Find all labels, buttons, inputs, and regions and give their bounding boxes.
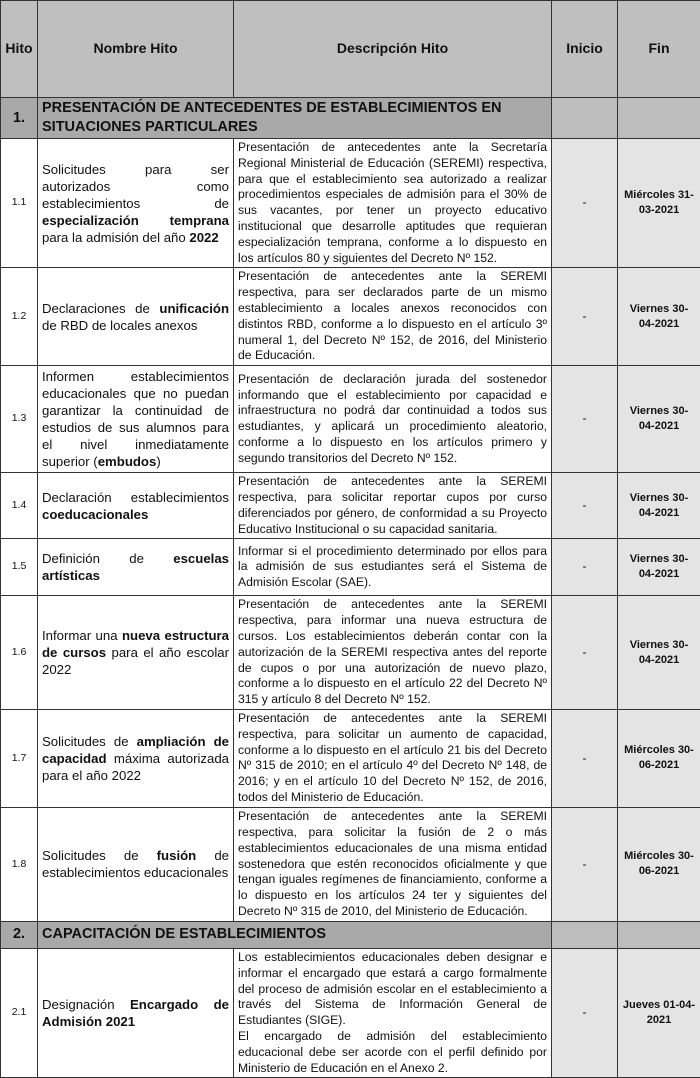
hito-inicio: - <box>552 473 618 539</box>
hito-fin: Viernes 30-04-2021 <box>618 268 700 366</box>
hito-name <box>38 366 234 473</box>
hito-name <box>38 473 234 539</box>
table-row <box>1 709 700 807</box>
hito-name-part: especialización temprana <box>42 213 229 228</box>
hito-description: Presentación de antecedentes ante la SEREMI respectiva, para informar una nueva estructura de cursos. Los establecimientos deberán contar con la autorización de la SEREMI respectiva antes del reporte de cupos o por una autorización de nuevo plazo, conforme a lo dispuesto en el artículo 22 del Decreto Nº 315 y artículo 8 del Decreto Nº 152. <box>234 596 552 710</box>
hito-name-part: Informar una <box>42 628 122 643</box>
section-inicio <box>552 921 618 948</box>
hito-number: 1.3 <box>1 366 38 473</box>
hito-name-part: ) <box>156 454 160 469</box>
hito-inicio: - <box>552 596 618 710</box>
hito-fin: Viernes 30-04-2021 <box>618 473 700 539</box>
table-row <box>1 539 700 596</box>
table-row <box>1 596 700 710</box>
header-row <box>1 1 700 98</box>
hito-name-part: Declaraciones de <box>42 301 159 316</box>
section-number: 1. <box>1 98 38 139</box>
hito-description: Presentación de antecedentes ante la SEREMI respectiva, para solicitar un aumento de capacidad, conforme a lo dispuesto en el artículo 21 bis del Decreto Nº 315 de 2010; en el artículo 4º del Decreto Nº 148, de 2016; y en el artículo 10 del Decreto Nº 152, de 2016, todos del Ministerio de Educación. <box>234 709 552 807</box>
hito-name <box>38 596 234 710</box>
hito-description: Los establecimientos educacionales deben designar e informar el encargado que estará a cargo formalmente del proceso de admisión escolar en el establecimiento a través del Sistema de Información General de Estudiantes (SIGE). El encargado de admisión del establecimiento educacional debe ser acorde con el perfil definido por Ministerio de Educación en el Anexo 2. <box>234 948 552 1077</box>
hito-inicio: - <box>552 139 618 268</box>
hito-name-part: 2022 <box>189 230 218 245</box>
header-nombre: Nombre Hito <box>38 1 234 98</box>
hito-name-part: Solicitudes de <box>42 848 157 863</box>
hito-description: Informar si el procedimiento determinado por ellos para la admisión de sus estudiantes será el Sistema de Admisión Escolar (SAE). <box>234 539 552 596</box>
table-row <box>1 473 700 539</box>
hito-name-part: de RBD de locales anexos <box>42 318 197 333</box>
hito-fin: Jueves 01-04-2021 <box>618 948 700 1077</box>
section-inicio <box>552 98 618 139</box>
hito-name-part: Designación <box>42 997 130 1012</box>
hito-name-part: escuelas artísticas <box>42 551 229 583</box>
hito-name-part: para la admisión del año <box>42 230 189 245</box>
hito-inicio: - <box>552 709 618 807</box>
hito-name-part: fusión <box>157 848 197 863</box>
hito-description: Presentación de declaración jurada del sostenedor informando que el establecimiento por capacidad e infraestructura no podrá dar continuidad a todos sus estudiantes, y aplicará un procedimiento aleatorio, conforme a lo dispuesto en los artículos primero y segundo transitorios del Decreto Nº 152. <box>234 366 552 473</box>
hito-description: Presentación de antecedentes ante la SEREMI respectiva, para solicitar reportar cupos por curso diferenciados por género, de conformidad a su Proyecto Educativo Institucional o su capacidad sanitaria. <box>234 473 552 539</box>
hito-number: 1.2 <box>1 268 38 366</box>
hito-name-part: unificación <box>159 301 229 316</box>
table-row <box>1 948 700 1077</box>
hito-name-part: Encargado de Admisión 2021 <box>42 997 229 1029</box>
table-row <box>1 268 700 366</box>
section-title: CAPACITACIÓN DE ESTABLECIMIENTOS <box>38 921 552 948</box>
hito-name-part: para el año escolar 2022 <box>42 645 229 677</box>
table-row <box>1 366 700 473</box>
hito-name-part: Solicitudes para ser autorizados como establecimientos de <box>42 162 229 211</box>
hito-name <box>38 948 234 1077</box>
hito-name-part: de establecimientos educacionales <box>42 848 229 880</box>
hito-number: 1.1 <box>1 139 38 268</box>
table-row <box>1 807 700 921</box>
table-row <box>1 139 700 268</box>
hito-name <box>38 807 234 921</box>
section-title: PRESENTACIÓN DE ANTECEDENTES DE ESTABLECIMIENTOS EN SITUACIONES PARTICULARES <box>38 98 552 139</box>
hito-name-part: máxima autorizada para el año 2022 <box>42 751 229 783</box>
hito-name <box>38 709 234 807</box>
hito-fin: Viernes 30-04-2021 <box>618 366 700 473</box>
hito-description: Presentación de antecedentes ante la SEREMI respectiva, para ser declarados parte de un mismo establecimiento a locales anexos reconocidos con distintos RBD, conforme a lo dispuesto en el artículo 3º numeral 1, del Decreto Nº 152, de 2016, del Ministerio de Educación. <box>234 268 552 366</box>
section-fin <box>618 98 700 139</box>
hito-name-part: coeducacionales <box>42 507 148 522</box>
hito-inicio: - <box>552 807 618 921</box>
header-fin: Fin <box>618 1 700 98</box>
hito-number: 1.6 <box>1 596 38 710</box>
hito-name-part: Solicitudes de <box>42 734 137 749</box>
hito-fin: Viernes 30-04-2021 <box>618 596 700 710</box>
hito-name-part: nueva estructura de cursos <box>42 628 229 660</box>
section-fin <box>618 921 700 948</box>
section-row <box>1 921 700 948</box>
section-number: 2. <box>1 921 38 948</box>
header-hito: Hito <box>1 1 38 98</box>
hito-name-part: ampliación de capacidad <box>42 734 229 766</box>
hito-name-part: Declaración establecimientos <box>42 490 229 505</box>
hito-number: 1.7 <box>1 709 38 807</box>
hito-number: 1.5 <box>1 539 38 596</box>
section-row <box>1 98 700 139</box>
hito-description: Presentación de antecedentes ante la SEREMI respectiva, para solicitar la fusión de 2 o más establecimientos educacionales de una misma entidad sostenedora que estén reconocidos oficialmente y que tengan iguales regímenes de financiamiento, conforme a lo dispuesto en los artículos 24 ter y siguientes del Decreto Nº 315 de 2010, del Ministerio de Educación. <box>234 807 552 921</box>
hito-fin: Miércoles 31-03-2021 <box>618 139 700 268</box>
hito-inicio: - <box>552 268 618 366</box>
hito-name <box>38 539 234 596</box>
hito-description: Presentación de antecedentes ante la Secretaría Regional Ministerial de Educación (SEREMI) respectiva, para que el establecimiento sea autorizado a realizar procedimientos especiales de admisión para el 30% de sus vacantes, por tener un proyecto educativo institucional que desarrolle aptitudes que requieran especialización temprana, conforme a lo dispuesto en los artículos 80 y siguientes del Decreto Nº 152. <box>234 139 552 268</box>
hito-name <box>38 268 234 366</box>
hito-number: 1.8 <box>1 807 38 921</box>
hito-fin: Miércoles 30-06-2021 <box>618 807 700 921</box>
hito-inicio: - <box>552 366 618 473</box>
hito-name <box>38 139 234 268</box>
header-inicio: Inicio <box>552 1 618 98</box>
hito-name-part: Definición de <box>42 551 173 566</box>
hito-inicio: - <box>552 948 618 1077</box>
hito-name-part: Informen establecimientos educacionales que no puedan garantizar la continuidad de estudios de sus alumnos para el nivel inmediatamente superior ( <box>42 369 229 469</box>
header-descripcion: Descripción Hito <box>234 1 552 98</box>
hito-number: 2.1 <box>1 948 38 1077</box>
hito-number: 1.4 <box>1 473 38 539</box>
hito-fin: Viernes 30-04-2021 <box>618 539 700 596</box>
hito-fin: Miércoles 30-06-2021 <box>618 709 700 807</box>
hito-name-part: embudos <box>98 454 157 469</box>
hito-inicio: - <box>552 539 618 596</box>
